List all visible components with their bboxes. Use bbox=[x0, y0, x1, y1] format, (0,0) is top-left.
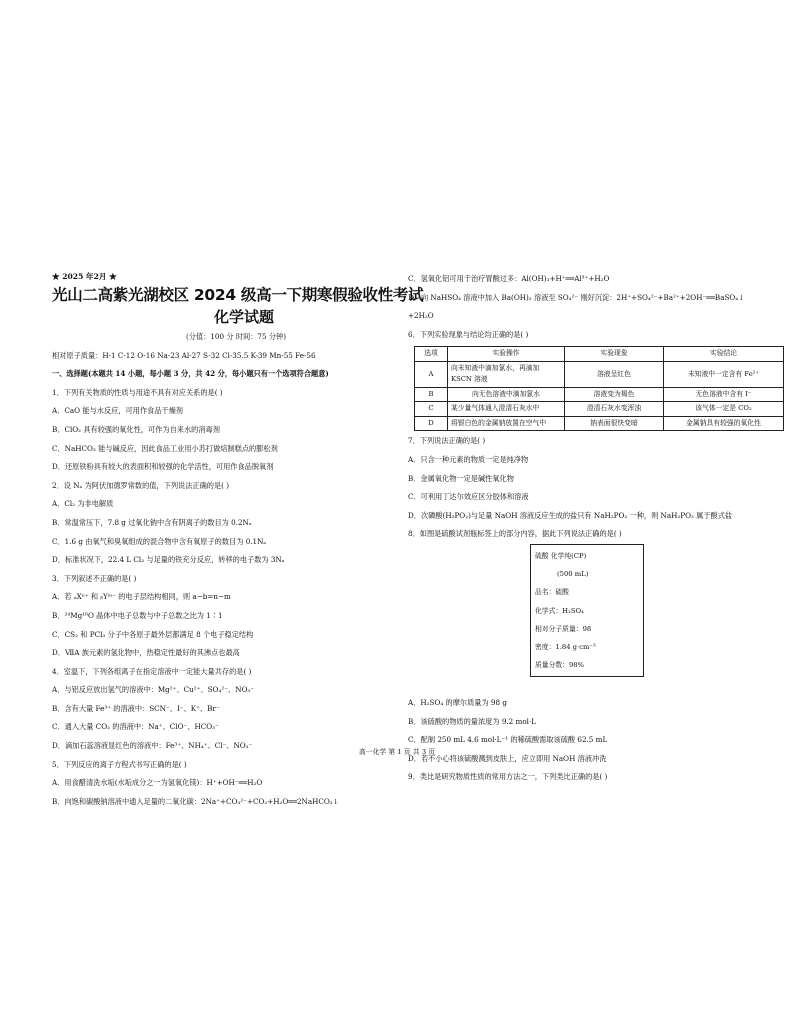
label-line: 相对分子质量：98 bbox=[535, 624, 592, 633]
question-line: 2．设 Nₐ 为阿伏加德罗常数的值，下列说法正确的是( ) bbox=[52, 480, 230, 490]
table-row bbox=[415, 361, 784, 387]
option-line: D．还原铁粉具有较大的表面积和较强的化学活性，可用作食品脱氧剂 bbox=[52, 462, 274, 472]
table-header-cell: 实验现象 bbox=[565, 347, 664, 362]
option-line: D．若不小心将该硫酸溅到皮肤上，应立即用 NaOH 溶液冲洗 bbox=[408, 753, 607, 763]
score-time: (分值：100 分 时间：75 分钟) bbox=[185, 332, 286, 341]
question-line: 1．下列有关物质的性质与用途不具有对应关系的是( ) bbox=[52, 387, 223, 397]
table-cell: 某少量气体通入澄清石灰水中 bbox=[448, 402, 565, 417]
option-line: B．金属氧化物一定是碱性氧化物 bbox=[408, 473, 514, 483]
option-line: C．氢氧化铝可用于治疗胃酸过多：Al(OH)₃+H⁺══Al³⁺+H₂O bbox=[408, 274, 610, 283]
option-line: D．向 NaHSO₄ 溶液中加入 Ba(OH)₂ 溶液至 SO₄²⁻ 刚好沉淀：2H⁺+SO₄²⁻+Ba²⁺+2OH⁻══BaSO₄↓ bbox=[408, 292, 745, 302]
table-row bbox=[415, 416, 784, 431]
left-column bbox=[52, 270, 424, 811]
option-line: C．配制 250 mL 4.6 mol·L⁻¹ 的稀硫酸需取该硫酸 62.5 mL bbox=[408, 735, 608, 745]
table-cell: 未知液中一定含有 Fe²⁺ bbox=[664, 361, 784, 387]
table-cell: 向无色溶液中滴加氯水 bbox=[448, 387, 565, 402]
reagent-label bbox=[530, 544, 644, 677]
option-line: B．该硫酸的物质的量浓度为 9.2 mol·L bbox=[408, 716, 537, 726]
table-cell: 澄清石灰水变浑浊 bbox=[565, 402, 664, 417]
experiment-table bbox=[414, 346, 784, 431]
label-line: 密度：1.84 g·cm⁻³ bbox=[535, 642, 596, 651]
label-line: 品名：硫酸 bbox=[535, 588, 569, 597]
option-line: C．CS₂ 和 PCl₃ 分子中各原子最外层都满足 8 个电子稳定结构 bbox=[52, 629, 254, 639]
label-line: (500 mL) bbox=[557, 570, 589, 579]
table-cell: 无色溶液中含有 I⁻ bbox=[664, 387, 784, 402]
option-line: D．标准状况下，22.4 L Cl₂ 与足量的铁充分反应，转移的电子数为 3Nₐ bbox=[52, 555, 285, 565]
option-line: A．CaO 能与水反应，可用作食品干燥剂 bbox=[52, 406, 183, 416]
table-row bbox=[415, 387, 784, 402]
question-line: 4．室温下，下列各组离子在指定溶液中一定能大量共存的是( ) bbox=[52, 666, 252, 676]
table-cell: C bbox=[415, 402, 448, 417]
question-line: 3．下列叙述不正确的是( ) bbox=[52, 573, 137, 583]
option-line: B．ClO₂ 具有较强的氧化性，可作为自来水的消毒剂 bbox=[52, 424, 220, 434]
table-header-cell: 实验结论 bbox=[664, 347, 784, 362]
option-line: A．H₂SO₄ 的摩尔质量为 98 g bbox=[408, 697, 507, 707]
table-header-cell: 选项 bbox=[415, 347, 448, 362]
table-row bbox=[415, 402, 784, 417]
option-line: C．NaHCO₃ 能与碱反应，因此食品工业用小苏打做焙制糕点的膨松剂 bbox=[52, 443, 278, 453]
exam-title: 光山二高紫光湖校区 2024 级高一下期寒假验收性考试 bbox=[52, 286, 424, 304]
table-cell: 该气体一定是 CO₂ bbox=[664, 402, 784, 417]
page-footer: 高一化学 第 1 页 共 3 页 bbox=[359, 748, 435, 756]
option-line: A．Cl₂ 为非电解质 bbox=[52, 499, 114, 509]
option-line: D．次磷酸(H₃PO₂)与足量 NaOH 溶液反应生成的盐只有 NaH₂PO₂ 一种，则 NaH₂PO₂ 属于酸式盐 bbox=[408, 510, 733, 520]
option-line: A．用食醋清洗水垢(水垢成分之一为氢氧化镁)：H⁺+OH⁻══H₂O bbox=[52, 778, 263, 788]
table-cell: 金属钠具有较强的氧化性 bbox=[664, 416, 784, 431]
question-line: 5．下列反应的离子方程式书写正确的是( ) bbox=[52, 759, 187, 769]
question-line: 9．类比是研究物质性质的常用方法之一，下列类比正确的是( ) bbox=[408, 772, 608, 782]
option-line-continued: +2H₂O bbox=[408, 311, 434, 321]
option-line: A．与铝反应放出氢气的溶液中：Mg²⁺、Cu²⁺、SO₄²⁻、NO₃⁻ bbox=[52, 685, 255, 695]
label-area bbox=[408, 544, 780, 694]
option-line: B．常温常压下，7.8 g 过氧化钠中含有阴离子的数目为 0.2Nₐ bbox=[52, 517, 252, 527]
option-line: C．1.6 g 由氧气和臭氧组成的混合物中含有氧原子的数目为 0.1Nₐ bbox=[52, 536, 267, 546]
table-cell: 向未知液中滴加氯水，再滴加 KSCN 溶液 bbox=[448, 361, 565, 387]
question-line: 7．下列说法正确的是( ) bbox=[408, 436, 486, 446]
question-line: 8．如图是硫酸试剂瓶标签上的部分内容，据此下列说法正确的是( ) bbox=[408, 529, 622, 539]
table-header-cell: 实验操作 bbox=[448, 347, 565, 362]
table-cell: D bbox=[415, 416, 448, 431]
table-cell: B bbox=[415, 387, 448, 402]
atomic-masses: 相对原子质量：H-1 C-12 O-16 Na-23 Al-27 S-32 Cl-35.5 K-39 Mn-55 Fe-56 bbox=[52, 350, 316, 360]
label-line: 质量分数：98% bbox=[535, 661, 585, 670]
option-line: C．可利用丁达尔效应区分胶体和溶液 bbox=[408, 492, 529, 502]
option-line: B．含有大量 Fe³⁺ 的溶液中：SCN⁻、I⁻、K⁺、Br⁻ bbox=[52, 703, 220, 713]
exam-date: ★ 2025 年2月 ★ bbox=[52, 272, 117, 281]
exam-subtitle: 化学试题 bbox=[213, 308, 274, 326]
option-line: A．只含一种元素的物质一定是纯净物 bbox=[408, 454, 529, 464]
option-line: B．²⁴Mg¹⁶O 晶体中电子总数与中子总数之比为 1∶1 bbox=[52, 610, 223, 620]
table-cell: 溶液变为褐色 bbox=[565, 387, 664, 402]
option-line: D．ⅦA 族元素的氢化物中，热稳定性最好的其沸点也最高 bbox=[52, 648, 240, 658]
table-cell: 将银白色的金属钠放置在空气中 bbox=[448, 416, 565, 431]
table-cell: 溶液呈红色 bbox=[565, 361, 664, 387]
question-line: 6．下列实验现象与结论均正确的是( ) bbox=[408, 329, 529, 339]
table-header-row bbox=[415, 347, 784, 362]
right-column bbox=[408, 270, 780, 787]
table-cell: 钠表面很快变暗 bbox=[565, 416, 664, 431]
table-cell: A bbox=[415, 361, 448, 387]
option-line: A．若 ₐXⁿ⁺ 和 ᵦYᵐ⁻ 的电子层结构相同，则 a−b=n−m bbox=[52, 592, 231, 602]
section-heading: 一、选择题(本题共 14 小题，每小题 3 分，共 42 分，每小题只有一个选项符合题意) bbox=[52, 369, 329, 379]
option-line: C．通入大量 CO₂ 的溶液中：Na⁺、ClO⁻、HCO₃⁻ bbox=[52, 722, 219, 732]
option-line: D．滴加石蕊溶液显红色的溶液中：Fe³⁺、NH₄⁺、Cl⁻、NO₃⁻ bbox=[52, 741, 253, 751]
label-line: 化学式：H₂SO₄ bbox=[535, 606, 584, 615]
option-line: B．向饱和碳酸钠溶液中通入足量的二氧化碳：2Na⁺+CO₃²⁻+CO₂+H₂O══2NaHCO₃↓ bbox=[52, 796, 339, 806]
label-line: 硫酸 化学纯(CP) bbox=[535, 551, 587, 560]
